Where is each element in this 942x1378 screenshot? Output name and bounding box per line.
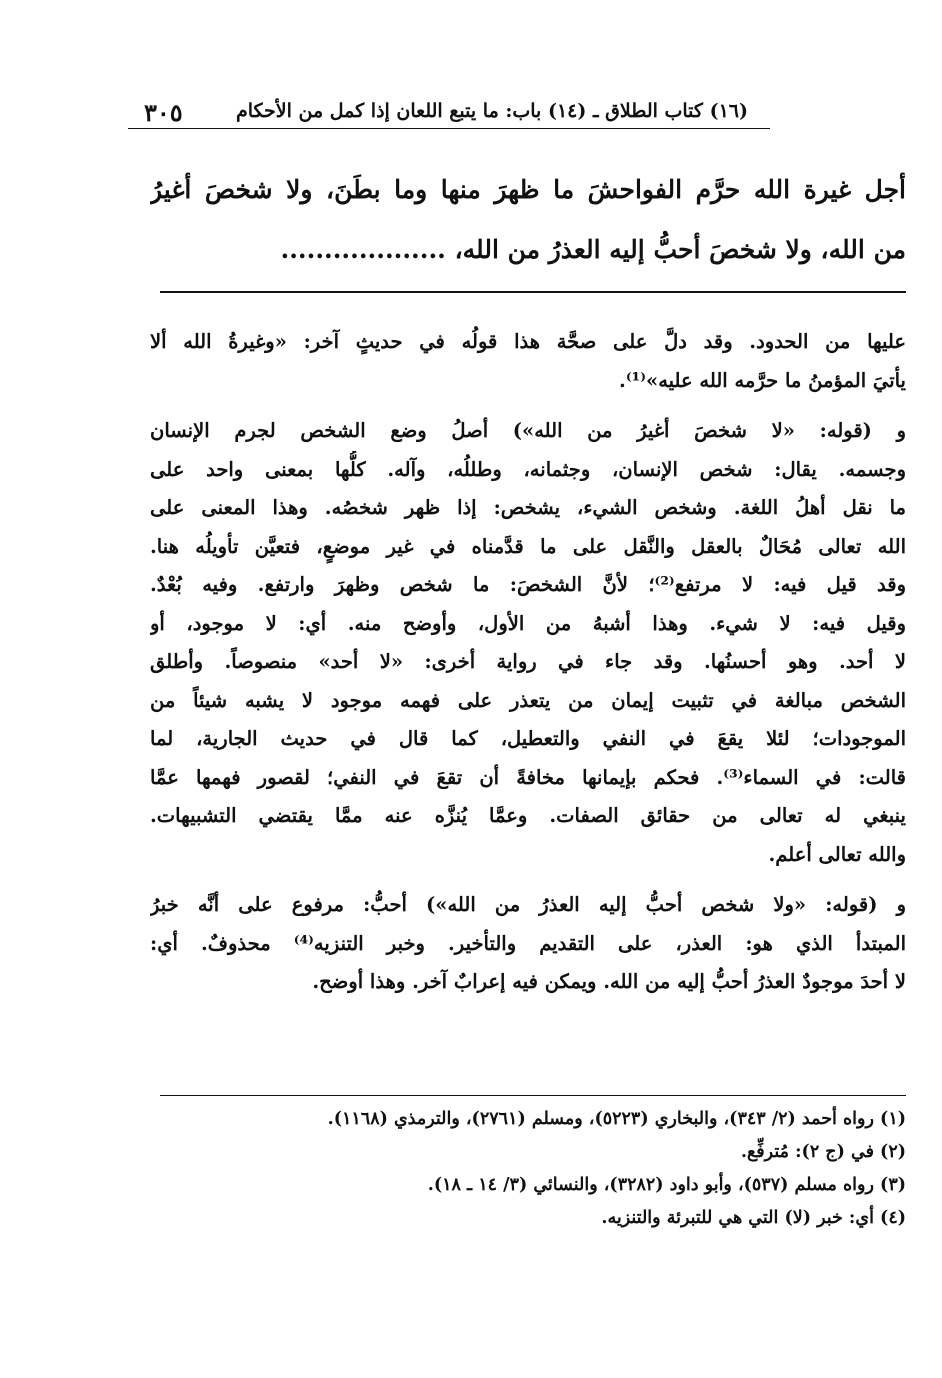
commentary-line: ما نقل أهلُ اللغة. وشخص الشيء، يشخص: إذا ظهر شخصُه. وهذا المعنى على bbox=[150, 496, 906, 519]
commentary-line: الشخص مبالغة في تثبيت إيمان من يتعذر على فهمه موجود لا يشبه شيئاً من bbox=[150, 688, 906, 712]
commentary-line: ينبغي له تعالى من حقائق الصفات. وعمَّا يُنزَّه عنه ممَّا يقتضي التشبيهات. bbox=[150, 804, 906, 827]
footnote: (٢) في (ج ٢): مُترفِّع. bbox=[740, 1142, 906, 1162]
commentary-line: والله تعالى أعلم. bbox=[768, 842, 906, 866]
commentary-line: وجسمه. يقال: شخص الإنسان، وجثمانه، وطللُه، وآله. كلُّها بمعنى واحد على bbox=[150, 457, 906, 481]
commentary-paragraph bbox=[150, 323, 906, 400]
commentary-paragraph bbox=[150, 412, 906, 874]
hadith-line: من الله، ولا شخصَ أحبُّ إليه العذرُ من الله، ................... bbox=[280, 235, 906, 264]
commentary-line: و (قوله: «ولا شخص أحبُّ إليه العذرُ من الله») أحبُّ: مرفوع على أنَّه خبرُ bbox=[150, 893, 906, 916]
commentary-line: وقد قيل فيه: لا مرتفع⁽²⁾؛ لأنَّ الشخصَ: ما شخص وظهرَ وارتفع. وفيه بُعْدٌ. bbox=[150, 573, 906, 596]
hadith-text bbox=[150, 160, 906, 280]
commentary-line: المبتدأ الذي هو: العذر، على التقديم والتأخير. وخبر التنزيه⁽⁴⁾ محذوفٌ. أي: bbox=[150, 931, 906, 955]
footnote-divider bbox=[160, 1095, 906, 1096]
commentary-line: عليها من الحدود. وقد دلَّ على صحَّة هذا قولُه في حديثٍ آخر: «وغيرةُ الله ألا bbox=[150, 330, 906, 353]
commentary-line: لا أحدَ موجودٌ العذرُ أحبُّ إليه من الله. ويمكن فيه إعرابٌ آخر. وهذا أوضح. bbox=[312, 970, 906, 993]
page-header bbox=[128, 98, 770, 129]
footnote: (١) رواه أحمد (٢/ ٣٤٣)، والبخاري (٥٢٢٣)، ومسلم (٢٧٦١)، والترمذي (١١٦٨). bbox=[327, 1109, 906, 1129]
running-title: (١٦) كتاب الطلاق ـ (١٤) باب: ما يتبع اللعان إذا كمل من الأحكام bbox=[235, 100, 748, 122]
commentary-line: قالت: في السماء⁽³⁾. فحكم بإيمانها مخافةً أن تقعَ في النفي؛ لقصور فهمها عمَّا bbox=[150, 765, 906, 789]
hadith-line: أجل غيرة الله حرَّم الفواحشَ ما ظهرَ منها وما بطَنَ، ولا شخصَ أغيرُ bbox=[150, 175, 906, 204]
page-number: ٣٠٥ bbox=[144, 98, 183, 127]
commentary-line: الله تعالى مُحَالٌ بالعقل والنَّقل على ما قدَّمناه في غير موضعٍ، فتعيَّن تأويلُه هنا. bbox=[150, 534, 906, 558]
commentary-line: لا أحد. وهو أحسنُها. وقد جاء في رواية أخرى: «لا أحد» منصوصاً. وأطلق bbox=[150, 650, 906, 673]
commentary-line: و (قوله: «لا شخصَ أغيرُ من الله») أصلُ وضع الشخص لجرم الإنسان bbox=[150, 419, 906, 442]
commentary-line: الموجودات؛ لئلا يقعَ في النفي والتعطيل، كما قال في حديث الجارية، لما bbox=[150, 727, 906, 750]
footnote: (٤) أي: خبر (لا) التي هي للتبرئة والتنزيه. bbox=[601, 1208, 906, 1228]
commentary-line: وقيل فيه: لا شيء. وهذا أشبهُ من الأول، وأوضح منه. أي: لا موجود، أو bbox=[150, 611, 906, 635]
section-divider bbox=[160, 291, 906, 293]
commentary bbox=[150, 323, 906, 1014]
commentary-line: يأتيَ المؤمنُ ما حرَّمه الله عليه»⁽¹⁾. bbox=[619, 368, 906, 392]
footnotes bbox=[150, 1103, 906, 1235]
commentary-paragraph bbox=[150, 886, 906, 1002]
footnote: (٣) رواه مسلم (٥٣٧)، وأبو داود (٣٢٨٢)، والنسائي (٣/ ١٤ ـ ١٨). bbox=[427, 1175, 906, 1195]
